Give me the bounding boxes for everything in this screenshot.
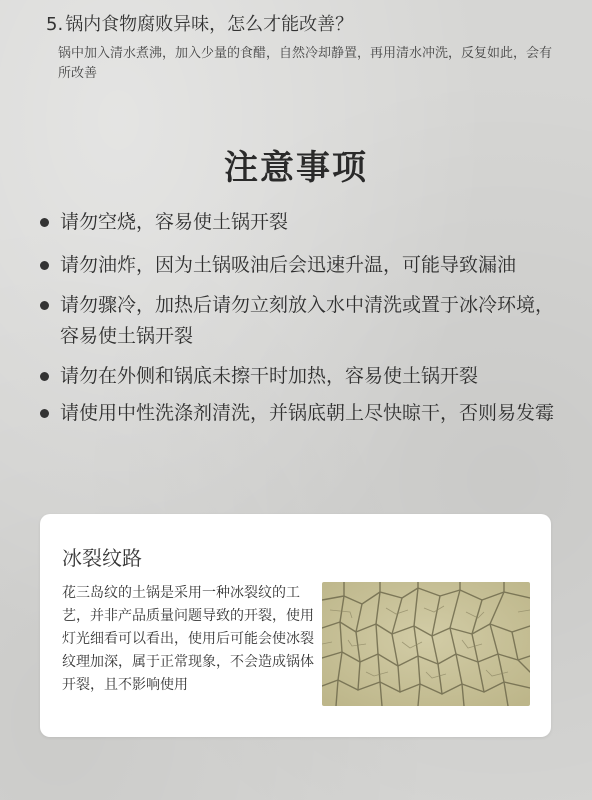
card-description: 花三岛纹的土锅是采用一种冰裂纹的工艺，并非产品质量问题导致的开裂，使用灯光细看可以看出，使用后可能会使冰裂纹理加深，属于正常现象，不会造成锅体开裂，且不影响使用	[62, 585, 314, 693]
crackle-info-card	[40, 514, 551, 737]
notes-list	[38, 207, 568, 441]
note-item: 请勿在外侧和锅底未擦干时加热，容易使土锅开裂	[38, 361, 568, 392]
note-item: 请勿油炸，因为土锅吸油后会迅速升温，可能导致漏油	[38, 250, 568, 281]
faq-answer: 锅中加入清水煮沸，加入少量的食醋，自然冷却静置，再用清水冲洗，反复如此，会有所改善	[58, 46, 553, 81]
card-title: 冰裂纹路	[62, 546, 142, 570]
note-item: 请勿空烧，容易使土锅开裂	[38, 207, 568, 238]
faq-item	[46, 12, 566, 84]
note-item: 请勿骤冷，加热后请勿立刻放入水中清洗或置于冰冷环境，容易使土锅开裂	[38, 290, 568, 352]
notes-title: 注意事项	[224, 148, 368, 188]
faq-number: 5.	[46, 14, 64, 35]
note-item: 请使用中性洗涤剂清洗，并锅底朝上尽快晾干，否则易发霉	[38, 398, 568, 429]
faq-question	[46, 12, 566, 38]
faq-question-text: 锅内食物腐败异味，怎么才能改善？	[65, 14, 354, 35]
crackle-glaze-image	[322, 582, 530, 706]
